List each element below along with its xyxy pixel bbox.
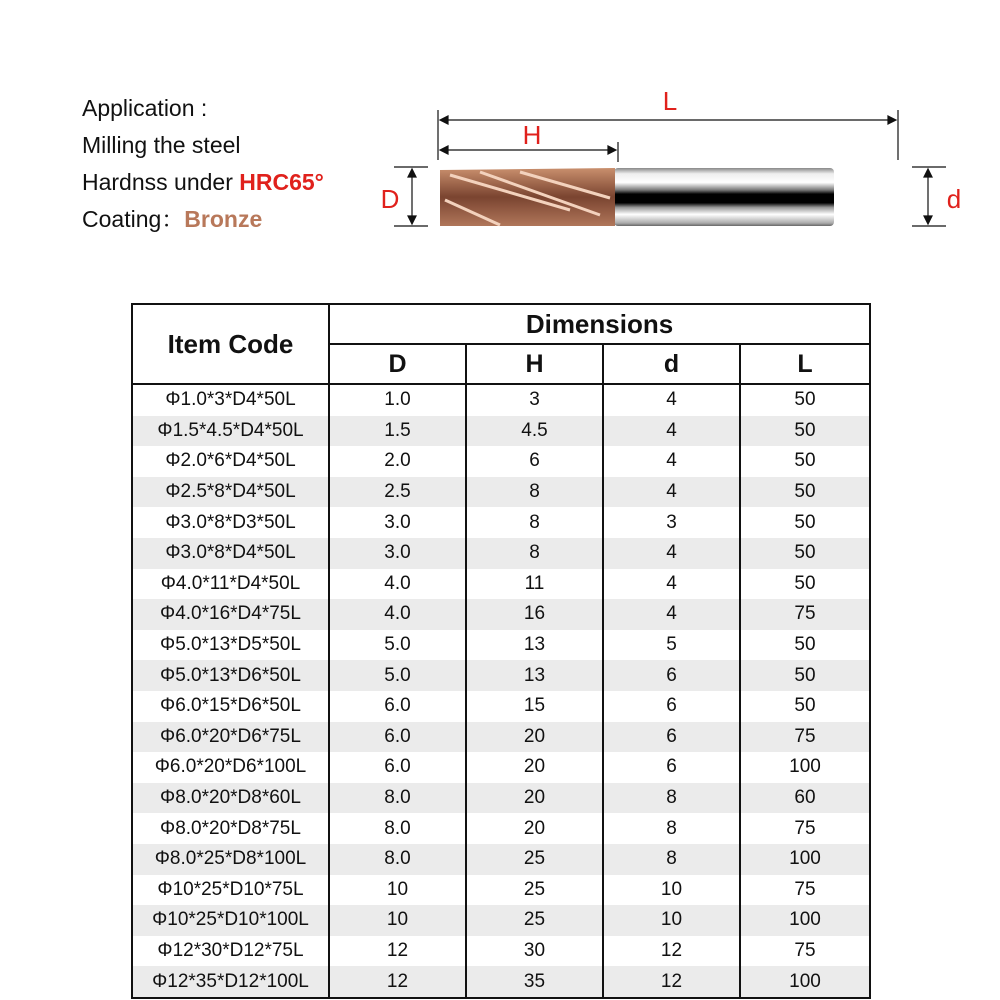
cell-d: 8 <box>603 813 740 844</box>
cell-L: 50 <box>740 569 870 600</box>
cell-H: 4.5 <box>466 416 603 447</box>
cell-L: 60 <box>740 783 870 814</box>
cell-D: 1.0 <box>329 384 466 416</box>
cell-L: 75 <box>740 722 870 753</box>
cell-item-code: Φ3.0*8*D3*50L <box>132 507 329 538</box>
cell-D: 6.0 <box>329 722 466 753</box>
cell-D: 3.0 <box>329 507 466 538</box>
cell-item-code: Φ10*25*D10*75L <box>132 875 329 906</box>
cell-D: 4.0 <box>329 599 466 630</box>
cell-L: 50 <box>740 660 870 691</box>
table-row <box>132 691 870 722</box>
cell-H: 20 <box>466 813 603 844</box>
cell-item-code: Φ8.0*25*D8*100L <box>132 844 329 875</box>
cell-item-code: Φ8.0*20*D8*75L <box>132 813 329 844</box>
table-row <box>132 813 870 844</box>
cell-H: 8 <box>466 477 603 508</box>
cell-d: 4 <box>603 599 740 630</box>
table-row <box>132 538 870 569</box>
column-header-H: H <box>466 344 603 384</box>
cell-L: 100 <box>740 844 870 875</box>
label-H: H <box>522 120 542 150</box>
cell-d: 10 <box>603 905 740 936</box>
cell-H: 3 <box>466 384 603 416</box>
table-row <box>132 875 870 906</box>
cell-D: 5.0 <box>329 630 466 661</box>
column-header-D: D <box>329 344 466 384</box>
label-D: D <box>380 184 400 214</box>
cell-L: 50 <box>740 446 870 477</box>
cell-d: 8 <box>603 844 740 875</box>
table-row <box>132 630 870 661</box>
cell-L: 50 <box>740 416 870 447</box>
table-row <box>132 783 870 814</box>
cell-H: 13 <box>466 660 603 691</box>
cell-L: 50 <box>740 691 870 722</box>
cell-item-code: Φ1.0*3*D4*50L <box>132 384 329 416</box>
cell-H: 30 <box>466 936 603 967</box>
cell-item-code: Φ3.0*8*D4*50L <box>132 538 329 569</box>
cell-item-code: Φ8.0*20*D8*60L <box>132 783 329 814</box>
coating-label: Coating： <box>82 206 185 232</box>
cell-L: 50 <box>740 384 870 416</box>
cell-d: 10 <box>603 875 740 906</box>
cell-D: 3.0 <box>329 538 466 569</box>
cell-item-code: Φ5.0*13*D5*50L <box>132 630 329 661</box>
dimensions-table <box>131 303 871 999</box>
cell-L: 75 <box>740 936 870 967</box>
application-line1: Milling the steel <box>82 132 241 158</box>
cell-item-code: Φ10*25*D10*100L <box>132 905 329 936</box>
hardness-label: Hardnss under <box>82 169 240 195</box>
cell-H: 11 <box>466 569 603 600</box>
cell-L: 50 <box>740 630 870 661</box>
cell-item-code: Φ4.0*11*D4*50L <box>132 569 329 600</box>
table-row <box>132 660 870 691</box>
cell-item-code: Φ5.0*13*D6*50L <box>132 660 329 691</box>
label-d: d <box>946 184 962 214</box>
cell-d: 4 <box>603 446 740 477</box>
table-row <box>132 477 870 508</box>
cell-item-code: Φ6.0*15*D6*50L <box>132 691 329 722</box>
cell-L: 50 <box>740 538 870 569</box>
table-row <box>132 384 870 416</box>
cell-D: 8.0 <box>329 813 466 844</box>
label-L: L <box>662 86 678 116</box>
cell-item-code: Φ4.0*16*D4*75L <box>132 599 329 630</box>
cell-L: 75 <box>740 599 870 630</box>
cell-D: 10 <box>329 875 466 906</box>
cell-item-code: Φ12*35*D12*100L <box>132 966 329 998</box>
hardness-value: HRC65° <box>239 169 324 195</box>
cell-H: 13 <box>466 630 603 661</box>
cell-item-code: Φ2.5*8*D4*50L <box>132 477 329 508</box>
cell-D: 2.5 <box>329 477 466 508</box>
cell-L: 75 <box>740 813 870 844</box>
cell-item-code: Φ1.5*4.5*D4*50L <box>132 416 329 447</box>
cell-d: 4 <box>603 477 740 508</box>
cell-item-code: Φ6.0*20*D6*75L <box>132 722 329 753</box>
cell-D: 8.0 <box>329 844 466 875</box>
cell-H: 8 <box>466 538 603 569</box>
column-header-d: d <box>603 344 740 384</box>
cell-H: 16 <box>466 599 603 630</box>
cell-D: 12 <box>329 936 466 967</box>
cell-D: 6.0 <box>329 691 466 722</box>
cell-d: 6 <box>603 691 740 722</box>
table-row <box>132 905 870 936</box>
application-line2 <box>82 164 324 201</box>
cell-item-code: Φ12*30*D12*75L <box>132 936 329 967</box>
cell-d: 4 <box>603 384 740 416</box>
cell-D: 6.0 <box>329 752 466 783</box>
cell-D: 5.0 <box>329 660 466 691</box>
column-header-L: L <box>740 344 870 384</box>
table-row <box>132 966 870 998</box>
cell-d: 4 <box>603 538 740 569</box>
end-mill-diagram <box>370 80 970 240</box>
cell-D: 4.0 <box>329 569 466 600</box>
cell-d: 4 <box>603 569 740 600</box>
cell-item-code: Φ2.0*6*D4*50L <box>132 446 329 477</box>
cell-H: 25 <box>466 905 603 936</box>
cell-D: 2.0 <box>329 446 466 477</box>
table-row <box>132 569 870 600</box>
item-code-header: Item Code <box>132 304 329 384</box>
cell-H: 25 <box>466 844 603 875</box>
cell-L: 50 <box>740 477 870 508</box>
cell-L: 75 <box>740 875 870 906</box>
cell-L: 100 <box>740 905 870 936</box>
cell-d: 12 <box>603 936 740 967</box>
table-row <box>132 416 870 447</box>
cell-d: 8 <box>603 783 740 814</box>
cell-H: 20 <box>466 752 603 783</box>
cell-d: 12 <box>603 966 740 998</box>
cell-d: 3 <box>603 507 740 538</box>
table-row <box>132 599 870 630</box>
cell-D: 8.0 <box>329 783 466 814</box>
application-info <box>82 90 324 238</box>
cell-d: 6 <box>603 660 740 691</box>
coating-line <box>82 201 324 238</box>
dimensions-header: Dimensions <box>329 304 870 344</box>
cell-d: 5 <box>603 630 740 661</box>
cell-L: 50 <box>740 507 870 538</box>
coating-value: Bronze <box>184 206 263 232</box>
cell-H: 8 <box>466 507 603 538</box>
table-row <box>132 722 870 753</box>
table-row <box>132 507 870 538</box>
cell-H: 25 <box>466 875 603 906</box>
table-row <box>132 752 870 783</box>
cell-D: 1.5 <box>329 416 466 447</box>
table-row <box>132 446 870 477</box>
cell-L: 100 <box>740 752 870 783</box>
cell-d: 4 <box>603 416 740 447</box>
shank <box>614 168 834 226</box>
cell-D: 10 <box>329 905 466 936</box>
application-title: Application : <box>82 95 208 121</box>
table-row <box>132 936 870 967</box>
cell-d: 6 <box>603 752 740 783</box>
cell-D: 12 <box>329 966 466 998</box>
cell-H: 6 <box>466 446 603 477</box>
cell-H: 35 <box>466 966 603 998</box>
table-row <box>132 844 870 875</box>
cell-H: 15 <box>466 691 603 722</box>
cell-H: 20 <box>466 722 603 753</box>
cell-item-code: Φ6.0*20*D6*100L <box>132 752 329 783</box>
cell-H: 20 <box>466 783 603 814</box>
cell-d: 6 <box>603 722 740 753</box>
cell-L: 100 <box>740 966 870 998</box>
